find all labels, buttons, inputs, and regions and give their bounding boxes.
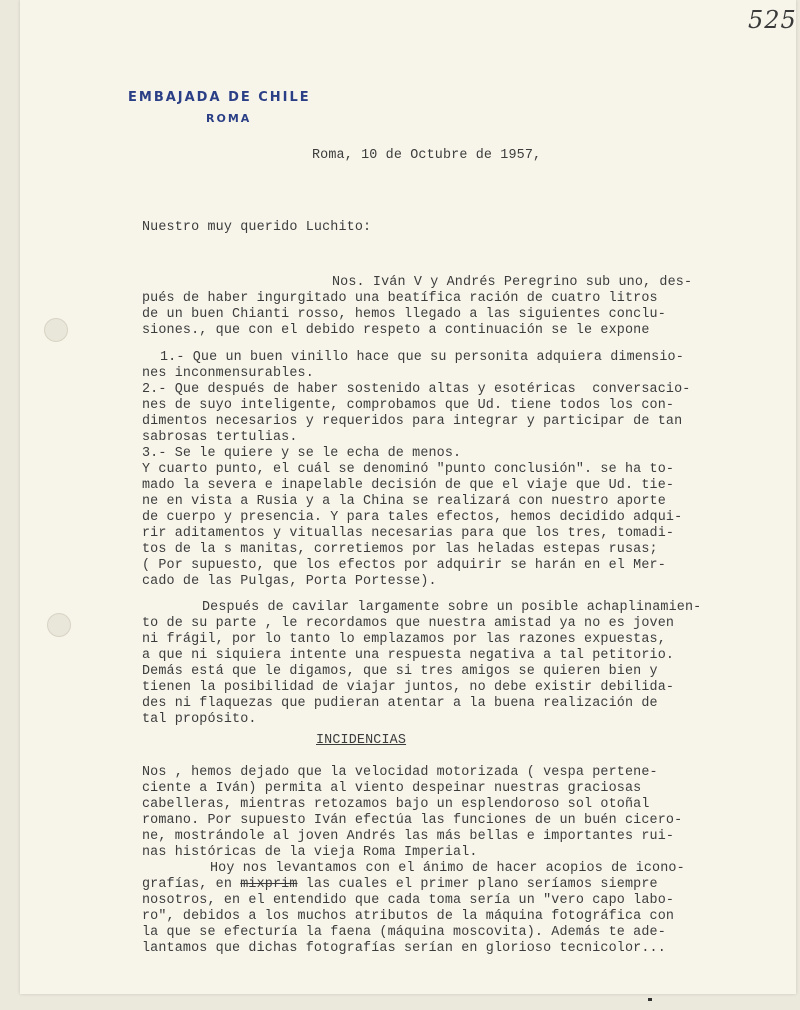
body-line: a que ni siquiera intente una respuesta negativa a tal petitorio.	[142, 648, 675, 663]
body-line: cado de las Pulgas, Porta Portesse).	[142, 574, 437, 589]
body-line: nas históricas de la vieja Roma Imperial.	[142, 845, 478, 860]
body-line: Y cuarto punto, el cuál se denominó "punto conclusión". se ha to-	[142, 462, 675, 477]
body-line: tienen la posibilidad de viajar juntos, no debe existir debilida-	[142, 680, 675, 695]
body-line: des ni flaquezas que pudieran atentar a la buena realización de	[142, 696, 658, 711]
body-line: Hoy nos levantamos con el ánimo de hacer acopios de icono-	[210, 861, 685, 876]
body-line	[142, 877, 658, 892]
letter-date: Roma, 10 de Octubre de 1957,	[312, 148, 542, 163]
body-line: ( Por supuesto, que los efectos por adquirir se harán en el Mer-	[142, 558, 666, 573]
letterhead-title: EMBAJADA DE CHILE	[128, 90, 311, 105]
body-line: sabrosas tertulias.	[142, 430, 298, 445]
body-line: romano. Por supuesto Iván efectúa las funciones de un buén cicero-	[142, 813, 683, 828]
body-line: rir aditamentos y vituallas necesarias para que los tres, tomadi-	[142, 526, 675, 541]
body-line: tal propósito.	[142, 712, 257, 727]
body-line-rest: las cuales el primer plano seríamos siempre	[297, 877, 658, 892]
body-line-start: grafías, en	[142, 877, 241, 892]
body-line: ni frágil, por lo tanto lo emplazamos por las razones expuestas,	[142, 632, 666, 647]
body-line: 2.- Que después de haber sostenido altas y esotéricas conversacio-	[142, 382, 691, 397]
body-line: nes de suyo inteligente, comprobamos que Ud. tiene todos los con-	[142, 398, 675, 413]
body-line: to de su parte , le recordamos que nuestra amistad ya no es joven	[142, 616, 675, 631]
body-line: pués de haber ingurgitado una beatífica ración de cuatro litros	[142, 291, 658, 306]
body-line: Nos , hemos dejado que la velocidad motorizada ( vespa pertene-	[142, 765, 658, 780]
body-line: ro", debidos a los muchos atributos de la máquina fotográfica con	[142, 909, 675, 924]
body-line: nosotros, en el entendido que cada toma sería un "vero capo labo-	[142, 893, 675, 908]
section-heading: INCIDENCIAS	[316, 733, 407, 748]
body-line: Después de cavilar largamente sobre un posible achaplinamien-	[202, 600, 702, 615]
scan-dot	[648, 998, 652, 1001]
body-line: ne en vista a Rusia y a la China se realizará con nuestro aporte	[142, 494, 666, 509]
body-line: ciente a Iván) permita al viento despeinar nuestras graciosas	[142, 781, 642, 796]
punch-hole-top	[44, 318, 68, 342]
letterhead-city: ROMA	[206, 112, 252, 125]
letter-page	[20, 0, 796, 994]
body-line: Nos. Iván V y Andrés Peregrino sub uno, des-	[332, 275, 693, 290]
body-line: siones., que con el debido respeto a continuación se le expone	[142, 323, 650, 338]
body-line: tos de la s manitas, corretiemos por las heladas estepas rusas;	[142, 542, 658, 557]
body-line: 3.- Se le quiere y se le echa de menos.	[142, 446, 462, 461]
punch-hole-bottom	[47, 613, 71, 637]
struck-word: mixprim	[240, 877, 298, 892]
body-line: de un buen Chianti rosso, hemos llegado a las siguientes conclu-	[142, 307, 666, 322]
body-line: la que se efecturía la faena (máquina moscovita). Además te ade-	[142, 925, 666, 940]
body-line: de cuerpo y presencia. Y para tales efectos, hemos decidido adqui-	[142, 510, 683, 525]
salutation: Nuestro muy querido Luchito:	[142, 220, 372, 235]
body-line: mado la severa e inapelable decisión de que el viaje que Ud. tie-	[142, 478, 675, 493]
page-number: 525	[748, 6, 797, 34]
body-line: ne, mostrándole al joven Andrés las más bellas e importantes rui-	[142, 829, 675, 844]
body-line: dimentos necesarios y requeridos para integrar y participar de tan	[142, 414, 683, 429]
body-line: lantamos que dichas fotografías serían en glorioso tecnicolor...	[142, 941, 666, 956]
body-line: Demás está que le digamos, que si tres amigos se quieren bien y	[142, 664, 658, 679]
body-line: nes inconmensurables.	[142, 366, 314, 381]
body-line: 1.- Que un buen vinillo hace que su personita adquiera dimensio-	[160, 350, 684, 365]
body-line: cabelleras, mientras retozamos bajo un esplendoroso sol otoñal	[142, 797, 650, 812]
